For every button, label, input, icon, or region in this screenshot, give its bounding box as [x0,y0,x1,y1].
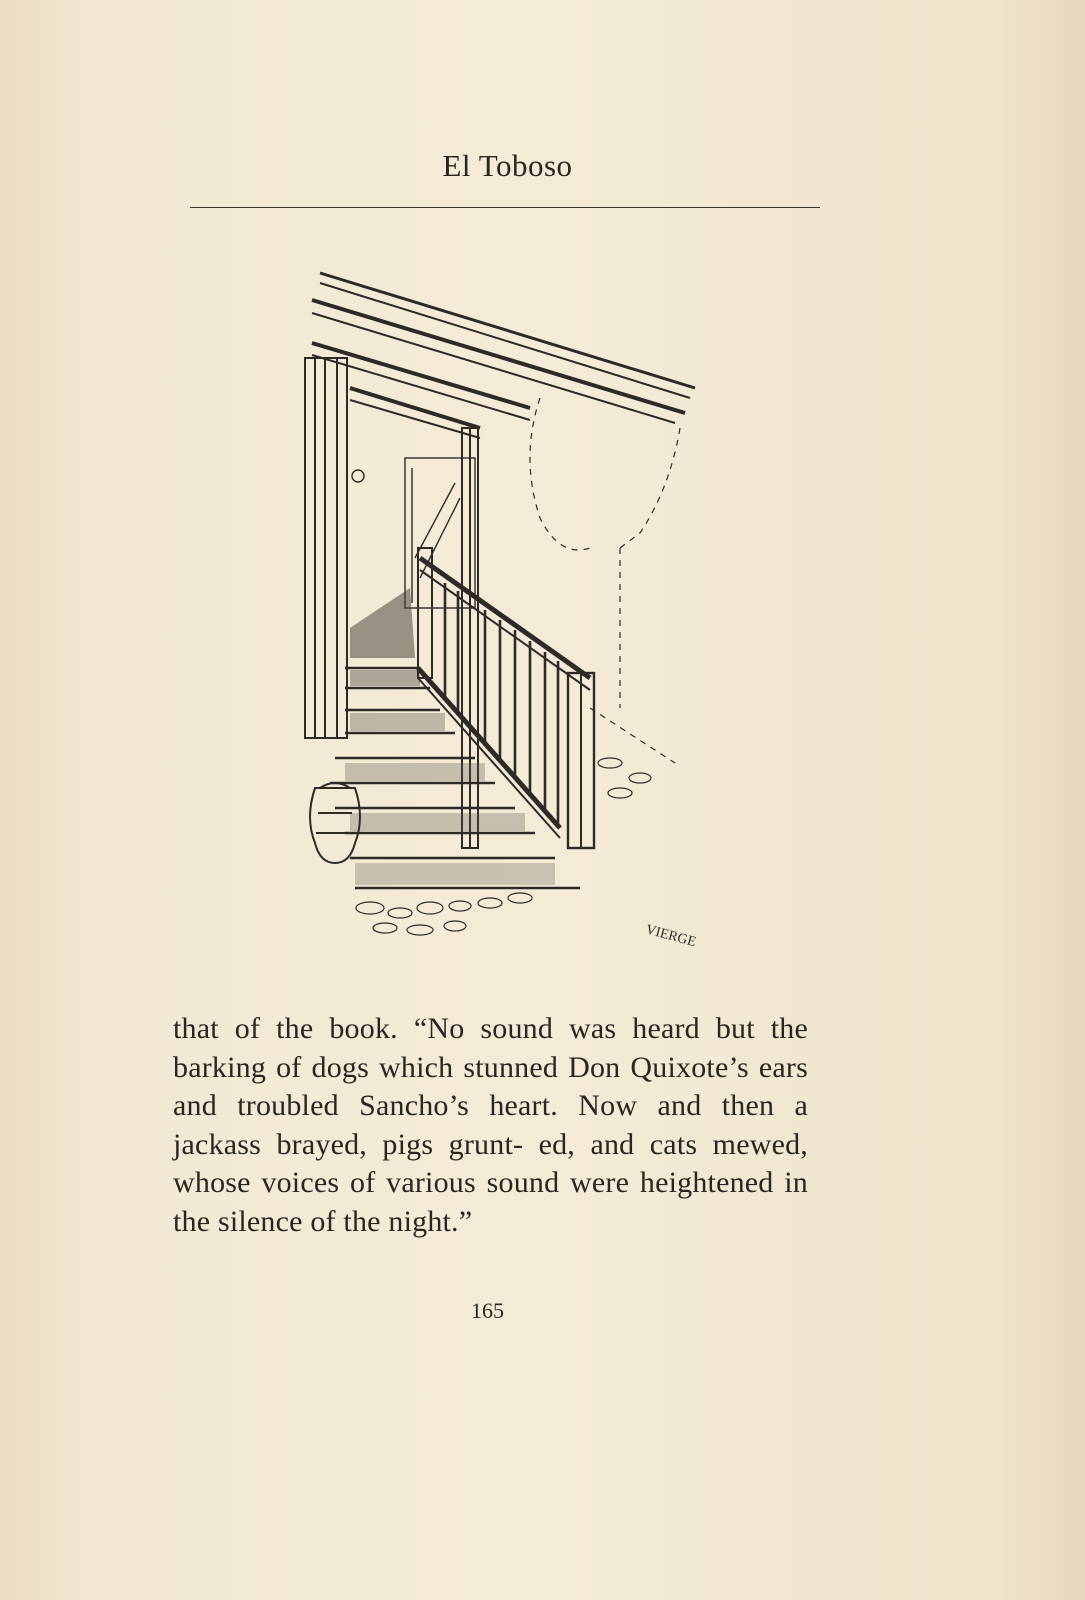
staircase-illustration [290,258,720,968]
banister [418,548,594,848]
cobbles [356,758,651,935]
wall-sketch [530,398,680,763]
running-head: El Toboso [442,148,573,183]
ceiling-beams [312,273,695,438]
body-text [173,1010,808,1241]
stair-steps [330,668,580,888]
paragraph: that of the book. “No sound was heard but the barking of dogs which stunned Don Quixote’s ears and troubled Sancho’s heart. Now and then a jackass brayed, pigs grunt- ed, and cats mewed, whose voices of various sound were heightened in the silence of the night.” [173,1012,808,1238]
page-number: 165 [471,1298,504,1323]
header-rule [190,207,820,208]
artist-signature: VIERGE [643,922,698,951]
